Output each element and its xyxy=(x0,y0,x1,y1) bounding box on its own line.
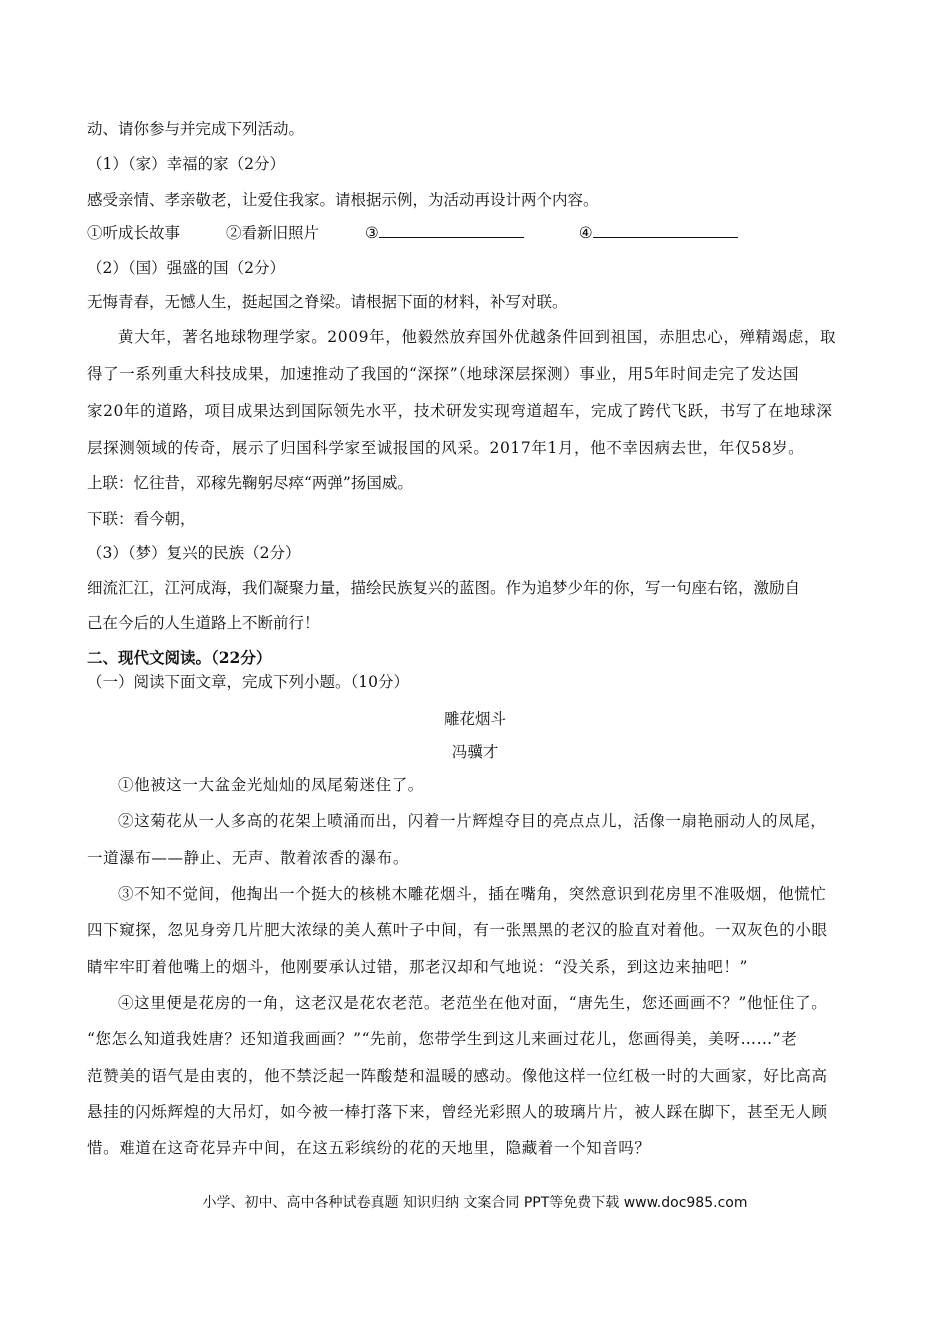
paragraph-line: 睛牢牢盯着他嘴上的烟斗，他刚要承认过错，那老汉却和气地说：“没关系，到这边来抽吧！” xyxy=(87,958,749,976)
paragraph-line: ①他被这一大盆金光灿灿的凤尾菊迷住了。 xyxy=(118,776,424,794)
paragraph-line: 悬挂的闪烁辉煌的大吊灯，如今被一棒打落下来，曾经光彩照人的玻璃片片，被人踩在脚下，甚至无人顾 xyxy=(87,1103,828,1121)
paragraph-line: ②这菊花从一人多高的花架上喷涌而出，闪着一片辉煌夺目的亮点点儿，活像一扇艳丽动人的凤尾， xyxy=(118,812,827,830)
paragraph-line: 一道瀑布——静止、无声、散着浓香的瀑布。 xyxy=(87,849,410,867)
activity1-heading: （1）（家）幸福的家（2分） xyxy=(87,155,285,173)
paragraph-line: ④这里便是花房的一角，这老汉是花农老范。老范坐在他对面，“唐先生，您还画画不？”他怔住了。 xyxy=(118,994,828,1012)
article-author: 冯骥才 xyxy=(451,743,499,761)
answer-blank-3[interactable] xyxy=(379,225,524,238)
activity1-options xyxy=(87,221,738,243)
section2-subheading: （一）阅读下面文章，完成下列小题。（10分） xyxy=(87,673,409,691)
activity2-prompt: 无悔青春，无憾人生，挺起国之脊梁。请根据下面的材料，补写对联。 xyxy=(87,293,568,311)
material-line: 得了一系列重大科技成果，加速推动了我国的“深探”（地球深层探测）事业，用5年时间走完了发达国 xyxy=(87,365,800,383)
lower-couplet: 下联：看今朝， xyxy=(87,510,196,528)
activity3-heading: （3）（梦）复兴的民族（2分） xyxy=(87,544,301,562)
material-line: 家20年的道路，项目成果达到国际领先水平，技术研发实现弯道超车，完成了跨代飞跃，书写了在地球深 xyxy=(87,402,833,420)
page-footer: 小学、初中、高中各种试卷真题 知识归纳 文案合同 PPT等免费下载 www.doc985.com xyxy=(202,1195,748,1211)
paragraph-line: “您怎么知道我姓唐？还知道我画画？”“先前，您带学生到这儿来画过花儿，您画得美，美呀……”老 xyxy=(87,1030,798,1048)
section2-heading: 二、现代文阅读。（22分） xyxy=(87,648,272,667)
activity3-prompt-line: 细流汇江，江河成海，我们凝聚力量，描绘民族复兴的蓝图。作为追梦少年的你，写一句座右铭，激励自 xyxy=(87,579,801,597)
material-line: 层探测领域的传奇，展示了归国科学家至诚报国的风采。2017年1月，他不幸因病去世，年仅58岁。 xyxy=(87,439,805,457)
paragraph-line: 范赞美的语气是由衷的，他不禁泛起一阵酸楚和温暖的感动。像他这样一位红极一时的大画家，好比高高 xyxy=(87,1067,828,1085)
option-1: ①听成长故事 xyxy=(87,224,181,242)
option-3: ③ xyxy=(365,224,524,242)
paragraph-line: 四下窥探，忽见身旁几片肥大浓绿的美人蕉叶子中间，有一张黑黑的老汉的脸直对着他。一双灰色的小眼 xyxy=(87,921,828,939)
activity1-prompt: 感受亲情、孝亲敬老，让爱住我家。请根据示例，为活动再设计两个内容。 xyxy=(87,191,599,209)
option-4: ④ xyxy=(579,224,738,242)
intro-line: 动、请你参与并完成下列活动。 xyxy=(87,120,305,138)
article-title: 雕花烟斗 xyxy=(443,710,506,728)
material-line: 黄大年，著名地球物理学家。2009年，他毅然放弃国外优越条件回到祖国，赤胆忠心，殚精竭虑，取 xyxy=(118,328,837,346)
activity3-prompt-line: 己在今后的人生道路上不断前行！ xyxy=(87,614,320,632)
paragraph-line: ③不知不觉间，他掏出一个挺大的核桃木雕花烟斗，插在嘴角，突然意识到花房里不准吸烟，他慌忙 xyxy=(118,885,827,903)
option-2: ②看新旧照片 xyxy=(225,224,319,242)
upper-couplet: 上联：忆往昔，邓稼先鞠躬尽瘁“两弹”扬国威。 xyxy=(87,474,413,492)
activity2-heading: （2）（国）强盛的国（2分） xyxy=(87,259,285,277)
paragraph-line: 惜。难道在这奇花异卉中间，在这五彩缤纷的花的天地里，隐藏着一个知音吗？ xyxy=(87,1139,651,1157)
answer-blank-4[interactable] xyxy=(593,225,738,238)
